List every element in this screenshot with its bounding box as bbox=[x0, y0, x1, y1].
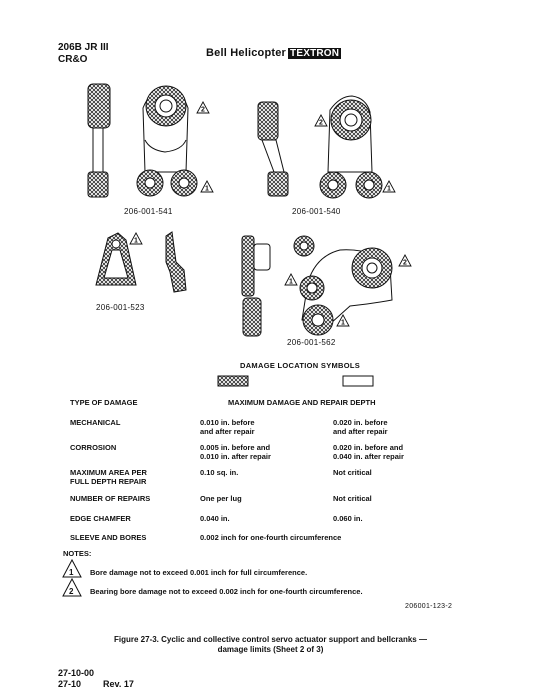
brand-box: TEXTRON bbox=[290, 48, 340, 59]
brand-name: Bell Helicopter bbox=[206, 47, 287, 59]
part-540-drawing bbox=[258, 96, 382, 198]
row-type-sleeve: SLEEVE AND BORES bbox=[70, 533, 147, 542]
row-type-mechanical: MECHANICAL bbox=[70, 418, 121, 427]
row-repairs-b: Not critical bbox=[333, 494, 372, 503]
row-type-repairs: NUMBER OF REPAIRS bbox=[70, 494, 151, 503]
note1-text: Bore damage not to exceed 0.001 inch for full circumference. bbox=[90, 568, 308, 577]
note2-number: 2 bbox=[69, 587, 74, 596]
row-type-corrosion: CORROSION bbox=[70, 443, 117, 452]
footer-revision: Rev. 17 bbox=[103, 679, 134, 689]
part-number-540: 206-001-540 bbox=[292, 207, 341, 216]
svg-text:2: 2 bbox=[403, 259, 407, 267]
footer-code-1: 27-10-00 bbox=[58, 668, 95, 678]
figure-caption-line1: Figure 27-3. Cyclic and collective control servo actuator support and bellcranks — bbox=[114, 635, 427, 644]
svg-text:1: 1 bbox=[289, 278, 293, 286]
col-header-max: MAXIMUM DAMAGE AND REPAIR DEPTH bbox=[228, 398, 376, 407]
manual-model: 206B JR III bbox=[58, 42, 109, 53]
row-chamfer-b: 0.060 in. bbox=[333, 514, 363, 523]
row-type-max-area: MAXIMUM AREA PER FULL DEPTH REPAIR bbox=[70, 468, 147, 486]
legend-title: DAMAGE LOCATION SYMBOLS bbox=[240, 361, 361, 370]
part-523-drawing bbox=[96, 232, 186, 292]
row-corrosion-a: 0.005 in. before and 0.010 in. after repair bbox=[200, 443, 271, 461]
footer-code-2: 27-10 bbox=[58, 679, 82, 689]
row-mechanical-b: 0.020 in. before and after repair bbox=[333, 418, 388, 436]
part-number-541: 206-001-541 bbox=[124, 207, 173, 216]
notes-label: NOTES: bbox=[63, 549, 92, 558]
legend-critical-swatch bbox=[218, 376, 248, 386]
row-chamfer-a: 0.040 in. bbox=[200, 514, 230, 523]
row-max-area-a: 0.10 sq. in. bbox=[200, 468, 239, 477]
svg-text:1: 1 bbox=[341, 319, 345, 327]
svg-text:1: 1 bbox=[205, 185, 209, 193]
svg-text:1: 1 bbox=[387, 185, 391, 193]
col-header-type: TYPE OF DAMAGE bbox=[70, 398, 138, 407]
part-number-523: 206-001-523 bbox=[96, 303, 145, 312]
svg-text:2: 2 bbox=[319, 119, 323, 127]
note2-text: Bearing bore damage not to exceed 0.002 inch for one-fourth circumference. bbox=[90, 587, 363, 596]
note1-number: 1 bbox=[69, 568, 74, 577]
figure-caption-line2: damage limits (Sheet 2 of 3) bbox=[217, 645, 324, 654]
part-number-562: 206-001-562 bbox=[287, 338, 336, 347]
legend-noncritical-swatch bbox=[343, 376, 373, 386]
manual-section: CR&O bbox=[58, 54, 88, 65]
row-sleeve-a: 0.002 inch for one-fourth circumference bbox=[200, 533, 342, 542]
part-562-drawing bbox=[242, 236, 392, 336]
part-541-drawing bbox=[88, 84, 197, 197]
row-max-area-b: Not critical bbox=[333, 468, 372, 477]
svg-text:2: 2 bbox=[201, 106, 205, 114]
row-type-chamfer: EDGE CHAMFER bbox=[70, 514, 131, 523]
svg-text:1: 1 bbox=[134, 237, 138, 245]
row-corrosion-b: 0.020 in. before and 0.040 in. after repair bbox=[333, 443, 404, 461]
figure-id: 206001-123-2 bbox=[405, 603, 453, 610]
row-mechanical-a: 0.010 in. before and after repair bbox=[200, 418, 255, 436]
row-repairs-a: One per lug bbox=[200, 494, 242, 503]
